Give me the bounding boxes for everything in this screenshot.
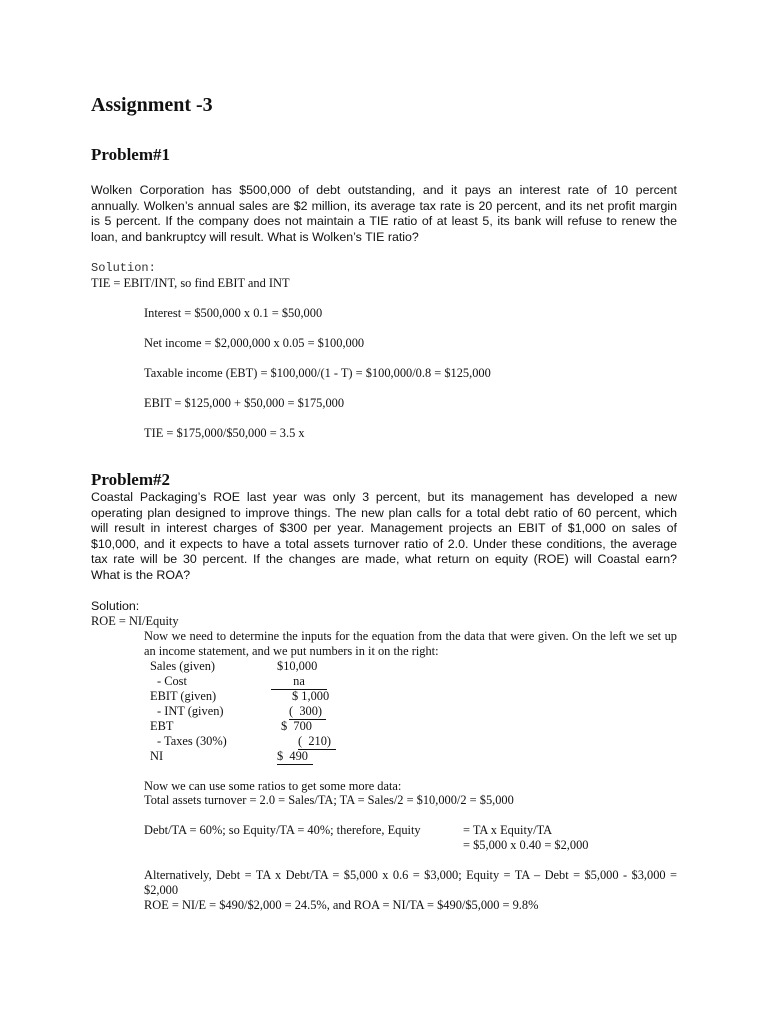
row-label: - INT (given): [157, 704, 224, 718]
row-label: - Cost: [157, 674, 187, 688]
assignment-title: Assignment -3: [91, 94, 213, 116]
intro-line: Now we need to determine the inputs for the equation from the data that were given. On the left we set up: [144, 629, 677, 643]
alternative-line: Alternatively, Debt = TA x Debt/TA = $5,000 x 0.6 = $3,000; Equity = TA – Debt = $5,000 - $3,000 =: [144, 868, 677, 882]
question-line: annually. Wolken’s annual sales are $2 million, its average tax rate is 20 percent, and its net profit margin: [91, 199, 677, 213]
row-label: EBIT (given): [150, 689, 217, 703]
question-line: $10,000, and it expects to have a total assets turnover ratio of 2.0. Under these conditions, the average: [91, 537, 677, 551]
ratios-intro: Now we can use some ratios to get some more data:: [144, 779, 402, 793]
row-value: ( 300): [289, 703, 326, 720]
solution-step: Taxable income (EBT) = $100,000/(1 - T) = $100,000/0.8 = $125,000: [144, 366, 491, 380]
roe-formula: ROE = NI/Equity: [91, 614, 179, 628]
row-label: Sales (given): [150, 659, 216, 673]
row-value: $ 1,000: [292, 689, 330, 703]
row-value: ( 210): [298, 733, 336, 750]
solution-step: Interest = $500,000 x 0.1 = $50,000: [144, 306, 323, 320]
row-value: na: [271, 673, 327, 690]
question-line: operating plan designed to improve things. The new plan calls for a total debt ratio of 60 percent, which: [91, 506, 677, 520]
question-line: will result in interest charges of $300 per year. Management projects an EBIT of $1,000 on sales of: [91, 521, 677, 535]
row-value: $10,000: [277, 659, 318, 673]
problem-1-heading: Problem#1: [91, 145, 171, 164]
solution-step: TIE = $175,000/$50,000 = 3.5 x: [144, 426, 305, 440]
row-label: - Taxes (30%): [157, 734, 227, 748]
solution-step: Net income = $2,000,000 x 0.05 = $100,000: [144, 336, 365, 350]
problem-2-heading: Problem#2: [91, 470, 171, 489]
row-value: $ 490: [277, 748, 313, 765]
question-line: loan, and bankruptcy will result. What is Wolken’s TIE ratio?: [91, 230, 419, 244]
row-label: EBT: [150, 719, 174, 733]
tie-formula: TIE = EBIT/INT, so find EBIT and INT: [91, 276, 290, 290]
question-line: tax rate will be 30 percent. If the changes are made, what return on equity (ROE) will Coastal earn?: [91, 552, 677, 566]
turnover-line: Total assets turnover = 2.0 = Sales/TA; TA = Sales/2 = $10,000/2 = $5,000: [144, 793, 514, 807]
equity-formula: = TA x Equity/TA: [463, 823, 553, 837]
question-line: What is the ROA?: [91, 568, 191, 582]
alternative-line: $2,000: [144, 883, 179, 897]
conclusion-line: ROE = NI/E = $490/$2,000 = 24.5%, and ROA = NI/TA = $490/$5,000 = 9.8%: [144, 898, 539, 912]
row-label: NI: [150, 749, 164, 763]
intro-line: an income statement, and we put numbers in it on the right:: [144, 644, 439, 658]
solution-step: EBIT = $125,000 + $50,000 = $175,000: [144, 396, 345, 410]
solution-label: Solution:: [91, 261, 156, 275]
question-line: is 5 percent. If the company does not maintain a TIE ratio of at least 5, its bank will refuse to renew the: [91, 214, 677, 228]
equity-result: = $5,000 x 0.40 = $2,000: [463, 838, 589, 852]
question-line: Coastal Packaging’s ROE last year was only 3 percent, but its management has developed a new: [91, 490, 677, 504]
solution-label: Solution:: [91, 599, 140, 613]
question-line: Wolken Corporation has $500,000 of debt outstanding, and it pays an interest rate of 10 percent: [91, 183, 677, 197]
row-value: $ 700: [281, 719, 312, 733]
equity-statement: Debt/TA = 60%; so Equity/TA = 40%; therefore, Equity: [144, 823, 421, 837]
